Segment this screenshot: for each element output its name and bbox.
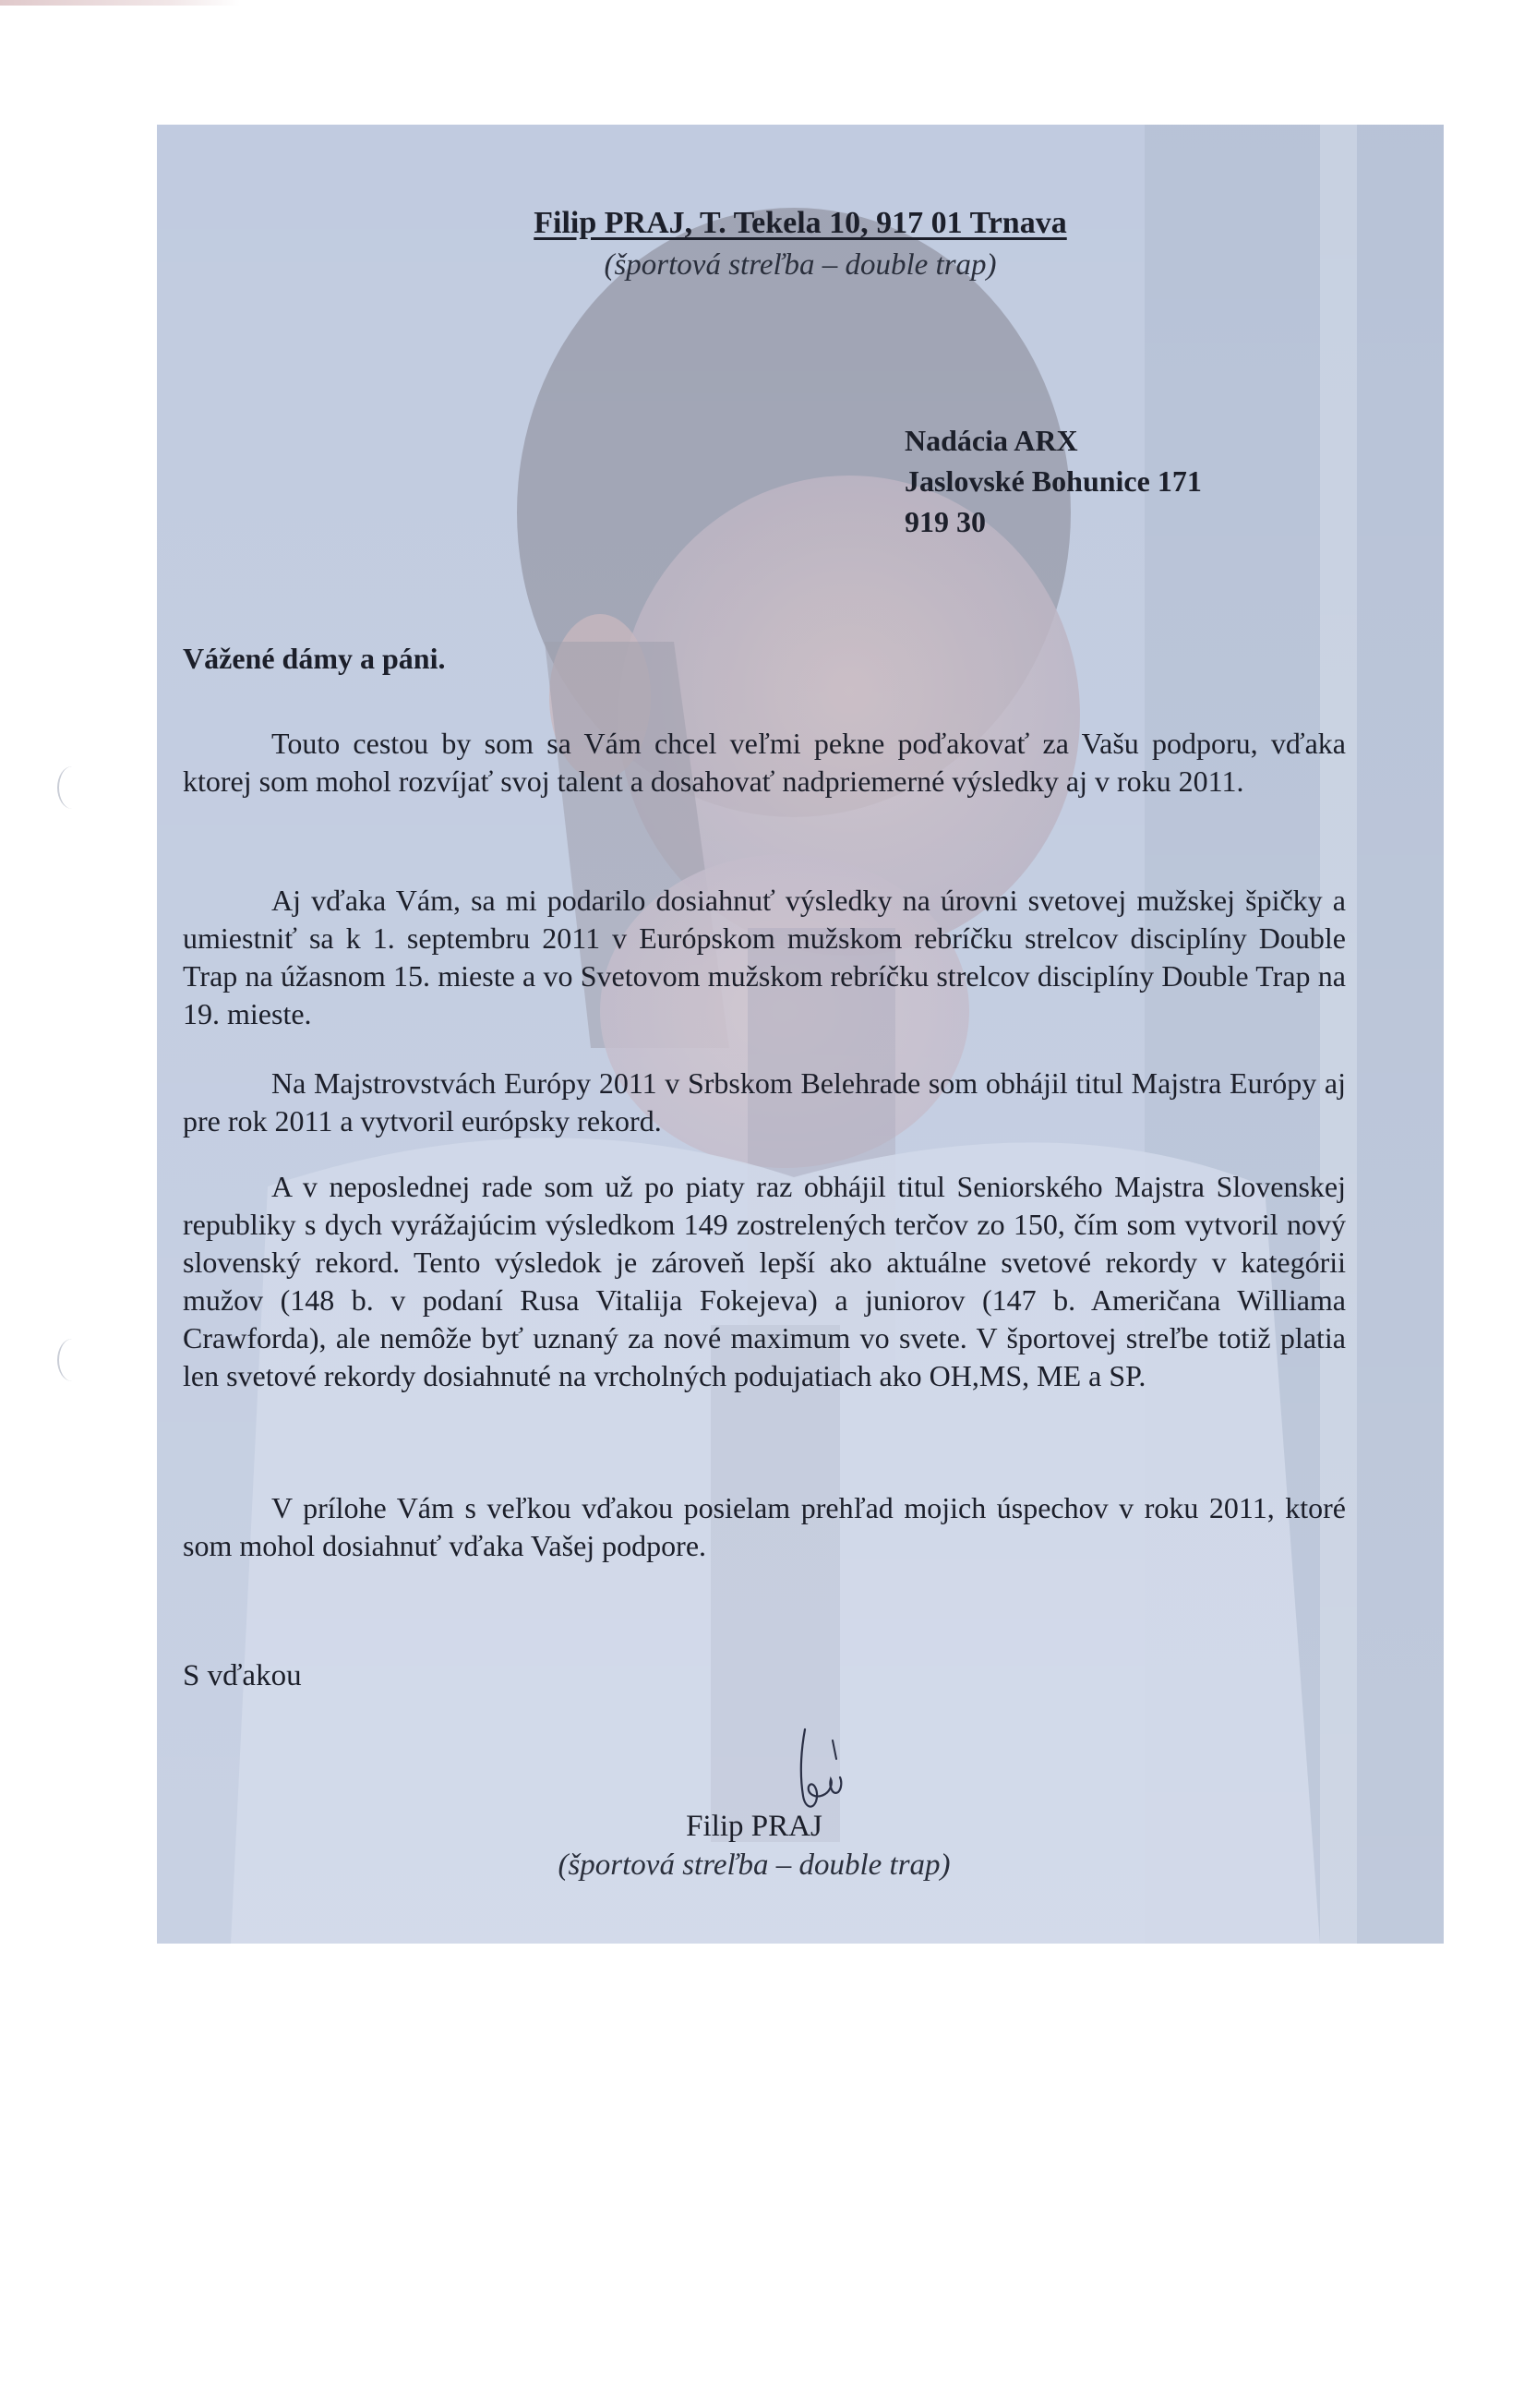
signature-name: Filip PRAJ — [686, 1810, 822, 1843]
signature-discipline: (športová streľba – double trap) — [558, 1848, 951, 1882]
sender-discipline: (športová streľba – double trap) — [604, 248, 997, 282]
closing: S vďakou — [183, 1659, 302, 1692]
recipient-postcode: 919 30 — [905, 505, 986, 538]
recipient-name: Nadácia ARX — [905, 424, 1078, 457]
punch-hole-bottom — [57, 1339, 87, 1381]
paragraph-national-record: A v neposlednej rade som už po piaty raz obhájil titul Seniorského Majstra Slovenskej republiky s dych vyrážajúcim výsledkom 149 zostrelených terčov zo 150, čím som vytvoril nový slovenský rekord. Tento výsledok je zároveň lepší ako aktuálne svetové rekordy v kategórii mužov (148 b. v podaní Rusa Vitalija Fokejeva) a juniorov (147 b. Američana Williama Crawforda), ale nemôže byť uznaný za nové maximum vo svete. V športovej streľbe totiž platia len svetové rekordy dosiahnuté na vrcholných podujatiach ako OH,MS, ME a SP. — [183, 1170, 1346, 1392]
paragraph-rankings: Aj vďaka Vám, sa mi podarilo dosiahnuť výsledky na úrovni svetovej mužskej špičky a umiestniť sa k 1. septembru 2011 v Európskom mužskom rebríčku strelcov disciplíny Double Trap na úžasnom 15. mieste a vo Svetovom mužskom rebríčku strelcov disciplíny Double Trap na 19. mieste. — [183, 884, 1346, 1030]
recipient-address — [905, 420, 1202, 542]
letter-sheet — [157, 125, 1444, 1944]
paragraph-thanks: Touto cestou by som sa Vám chcel veľmi pekne poďakovať za Vašu podporu, vďaka ktorej som mohol rozvíjať svoj talent a dosahovať nadpriemerné výsledky aj v roku 2011. — [183, 727, 1346, 798]
handwritten-signature — [785, 1722, 858, 1824]
paragraph-european-championship: Na Majstrovstvách Európy 2011 v Srbskom Belehrade som obhájil titul Majstra Európy aj pre rok 2011 a vytvoril európsky rekord. — [183, 1066, 1346, 1138]
sender-address: Filip PRAJ, T. Tekela 10, 917 01 Trnava — [534, 206, 1067, 240]
punch-hole-top — [57, 766, 87, 809]
salutation: Vážené dámy a páni. — [183, 642, 446, 675]
paragraph-attachment: V prílohe Vám s veľkou vďakou posielam prehľad mojich úspechov v roku 2011, ktoré som mohol dosiahnuť vďaka Vašej podpore. — [183, 1491, 1346, 1562]
scan-corner-mark — [0, 0, 240, 6]
recipient-street: Jaslovské Bohunice 171 — [905, 464, 1202, 498]
